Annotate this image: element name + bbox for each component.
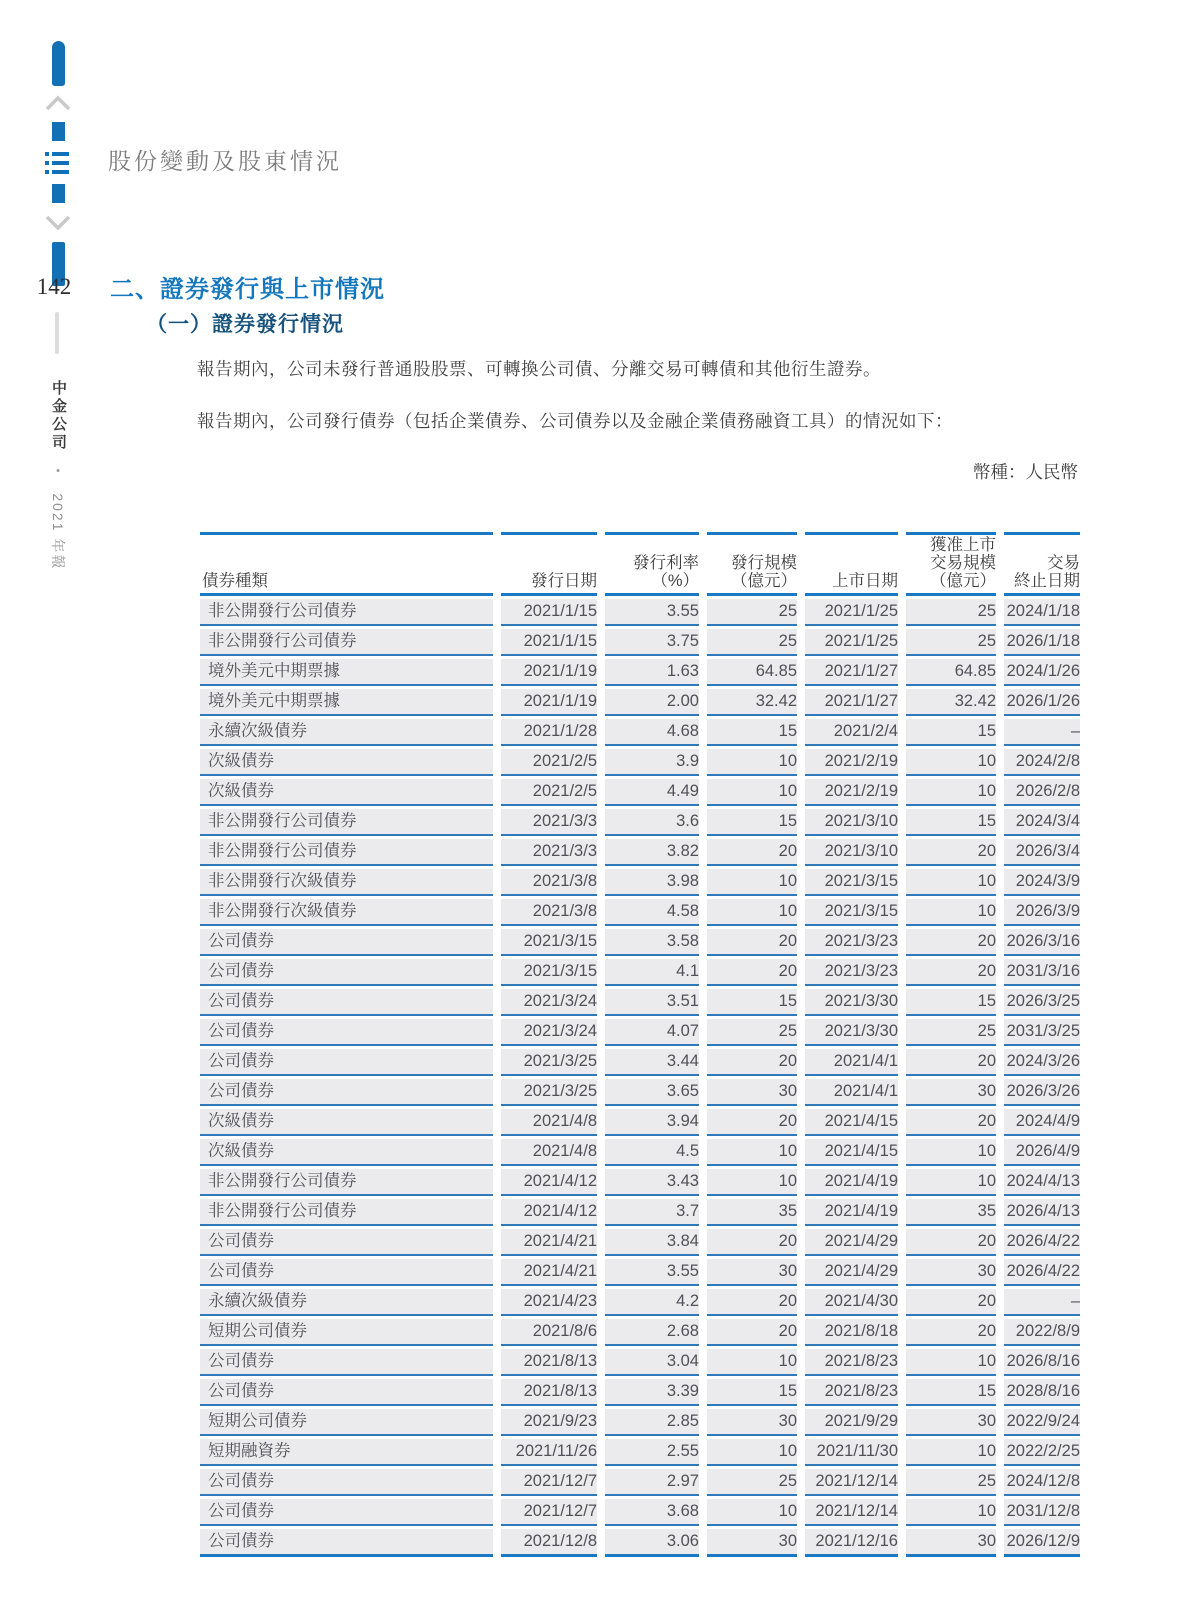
table-cell: 公司債券 [200, 959, 493, 986]
table-cell: 公司債券 [200, 1049, 493, 1076]
table-cell: 30 [707, 1259, 797, 1286]
table-cell: 2021/4/1 [805, 1049, 898, 1076]
table-cell: 10 [906, 1499, 996, 1526]
table-cell: 64.85 [707, 659, 797, 686]
table-cell: 2021/3/15 [805, 899, 898, 926]
table-cell: 2021/12/7 [501, 1469, 597, 1496]
table-cell: 2024/3/9 [1004, 869, 1080, 896]
table-cell: 非公開發行公司債券 [200, 1169, 493, 1196]
table-cell: 次級債券 [200, 749, 493, 776]
table-cell: 2031/3/25 [1004, 1019, 1080, 1046]
table-cell: 2021/4/19 [805, 1169, 898, 1196]
header-cell: 發行規模 （億元） [707, 532, 797, 596]
table-cell: 2021/3/25 [501, 1049, 597, 1076]
table-cell: 35 [906, 1199, 996, 1226]
table-cell: 境外美元中期票據 [200, 659, 493, 686]
chevron-up-icon [44, 93, 72, 113]
table-cell: 2022/2/25 [1004, 1439, 1080, 1466]
table-row [200, 1019, 1080, 1046]
table-cell: 2021/2/5 [501, 749, 597, 776]
table-cell: 25 [906, 629, 996, 656]
table-cell: 非公開發行公司債券 [200, 629, 493, 656]
table-cell: 2021/3/24 [501, 1019, 597, 1046]
table-cell: 2021/1/19 [501, 659, 597, 686]
table-cell: 3.44 [605, 1049, 699, 1076]
table-cell: 20 [906, 959, 996, 986]
table-cell: 25 [707, 1019, 797, 1046]
sidebar-square-bottom [52, 184, 65, 203]
table-cell: 2028/8/16 [1004, 1379, 1080, 1406]
table-cell: 2021/2/4 [805, 719, 898, 746]
table-cell: 2021/3/23 [805, 959, 898, 986]
table-cell: 短期融資券 [200, 1439, 493, 1466]
table-row [200, 1439, 1080, 1466]
table-row [200, 779, 1080, 806]
table-cell: 3.55 [605, 1259, 699, 1286]
table-cell: 20 [906, 1319, 996, 1346]
chevron-down-icon [44, 213, 72, 233]
table-cell: 3.82 [605, 839, 699, 866]
table-cell: 15 [906, 1379, 996, 1406]
table-cell: 10 [906, 779, 996, 806]
table-cell: 2026/3/26 [1004, 1079, 1080, 1106]
table-cell: 2021/1/27 [805, 689, 898, 716]
table-cell: 公司債券 [200, 1349, 493, 1376]
table-cell: 25 [906, 1019, 996, 1046]
table-cell: 10 [707, 869, 797, 896]
table-cell: 3.55 [605, 599, 699, 626]
table-cell: 2021/1/15 [501, 599, 597, 626]
table-cell: 2021/3/25 [501, 1079, 597, 1106]
table-cell: 2.97 [605, 1469, 699, 1496]
table-cell: 20 [707, 959, 797, 986]
table-cell: 20 [707, 1319, 797, 1346]
table-cell: 30 [707, 1079, 797, 1106]
table-cell: 2021/4/29 [805, 1259, 898, 1286]
table-cell: 2021/4/15 [805, 1139, 898, 1166]
table-cell: 2026/1/26 [1004, 689, 1080, 716]
table-cell: 2021/11/30 [805, 1439, 898, 1466]
table-cell: 2026/3/9 [1004, 899, 1080, 926]
table-cell: 2021/8/23 [805, 1379, 898, 1406]
table-cell: 15 [707, 809, 797, 836]
table-row [200, 1229, 1080, 1256]
table-row [200, 899, 1080, 926]
table-cell: 25 [707, 629, 797, 656]
table-cell: 10 [906, 1169, 996, 1196]
table-cell: 2021/4/23 [501, 1289, 597, 1316]
table-cell: 3.43 [605, 1169, 699, 1196]
table-cell: 2021/12/14 [805, 1469, 898, 1496]
table-cell: 20 [906, 1109, 996, 1136]
table-cell: 短期公司債券 [200, 1319, 493, 1346]
table-cell: 2021/3/15 [501, 929, 597, 956]
table-cell: 2021/4/8 [501, 1139, 597, 1166]
table-cell: 10 [906, 1349, 996, 1376]
bond-table-body [200, 599, 1080, 1557]
table-cell: 2021/3/3 [501, 839, 597, 866]
table-cell: 2021/4/15 [805, 1109, 898, 1136]
table-cell: 2021/3/8 [501, 869, 597, 896]
table-cell: 2021/8/6 [501, 1319, 597, 1346]
table-cell: – [1004, 719, 1080, 746]
table-cell: 3.68 [605, 1499, 699, 1526]
table-row [200, 1409, 1080, 1436]
table-cell: 25 [906, 1469, 996, 1496]
table-cell: 2021/12/14 [805, 1499, 898, 1526]
table-cell: 25 [906, 599, 996, 626]
table-cell: 2024/1/26 [1004, 659, 1080, 686]
table-row [200, 1379, 1080, 1406]
table-row [200, 1289, 1080, 1316]
table-cell: 2024/2/8 [1004, 749, 1080, 776]
table-cell: 3.65 [605, 1079, 699, 1106]
table-cell: 10 [707, 1439, 797, 1466]
table-row [200, 1349, 1080, 1376]
table-cell: 2021/3/3 [501, 809, 597, 836]
table-cell: 3.7 [605, 1199, 699, 1226]
table-cell: 2021/11/26 [501, 1439, 597, 1466]
table-cell: 3.51 [605, 989, 699, 1016]
table-cell: 公司債券 [200, 989, 493, 1016]
table-cell: 2021/8/23 [805, 1349, 898, 1376]
table-cell: 2021/1/25 [805, 599, 898, 626]
table-cell: 2026/3/16 [1004, 929, 1080, 956]
table-cell: 2021/4/8 [501, 1109, 597, 1136]
table-cell: 30 [707, 1409, 797, 1436]
table-cell: 公司債券 [200, 1079, 493, 1106]
table-cell: 20 [707, 1049, 797, 1076]
table-cell: 2021/9/29 [805, 1409, 898, 1436]
table-cell: 2021/1/15 [501, 629, 597, 656]
table-cell: 公司債券 [200, 929, 493, 956]
table-cell: 4.2 [605, 1289, 699, 1316]
table-cell: 3.84 [605, 1229, 699, 1256]
table-cell: 2021/4/12 [501, 1169, 597, 1196]
currency-note: 幣種：人民幣 [973, 462, 1078, 482]
spine-report-year: 2021 年報 [50, 493, 66, 571]
table-row [200, 809, 1080, 836]
table-cell: 1.63 [605, 659, 699, 686]
table-cell: 4.5 [605, 1139, 699, 1166]
table-cell: 30 [906, 1259, 996, 1286]
table-cell: 30 [906, 1529, 996, 1557]
table-cell: 10 [707, 779, 797, 806]
table-cell: 20 [906, 1289, 996, 1316]
table-row [200, 1199, 1080, 1226]
table-cell: 2021/1/25 [805, 629, 898, 656]
table-cell: 10 [906, 1439, 996, 1466]
table-cell: 2026/4/22 [1004, 1229, 1080, 1256]
table-cell: 35 [707, 1199, 797, 1226]
table-cell: 2021/12/7 [501, 1499, 597, 1526]
header-cell: 上市日期 [805, 532, 898, 596]
table-cell: 2024/3/26 [1004, 1049, 1080, 1076]
table-row [200, 629, 1080, 656]
table-cell: 3.75 [605, 629, 699, 656]
table-cell: 公司債券 [200, 1019, 493, 1046]
table-cell: 10 [707, 1349, 797, 1376]
header-row [200, 532, 1080, 596]
table-cell: 20 [906, 839, 996, 866]
header-cell: 發行利率 （%） [605, 532, 699, 596]
table-cell: 2021/3/8 [501, 899, 597, 926]
table-cell: 2026/3/4 [1004, 839, 1080, 866]
table-cell: 2.68 [605, 1319, 699, 1346]
table-cell: – [1004, 1289, 1080, 1316]
table-cell: 公司債券 [200, 1499, 493, 1526]
table-cell: 公司債券 [200, 1469, 493, 1496]
table-cell: 30 [707, 1529, 797, 1557]
table-cell: 非公開發行公司債券 [200, 1199, 493, 1226]
table-cell: 2021/3/15 [501, 959, 597, 986]
table-cell: 2026/2/8 [1004, 779, 1080, 806]
table-cell: 2026/4/13 [1004, 1199, 1080, 1226]
table-cell: 2021/3/10 [805, 809, 898, 836]
table-cell: 2022/9/24 [1004, 1409, 1080, 1436]
table-row [200, 749, 1080, 776]
table-cell: 2021/2/5 [501, 779, 597, 806]
table-cell: 2021/3/24 [501, 989, 597, 1016]
table-cell: 2021/4/12 [501, 1199, 597, 1226]
table-row [200, 1529, 1080, 1557]
table-cell: 25 [707, 1469, 797, 1496]
section-subtitle: （一）證券發行情況 [146, 313, 344, 336]
table-cell: 15 [707, 1379, 797, 1406]
table-cell: 2021/3/15 [805, 869, 898, 896]
bond-table-wrapper [192, 529, 1086, 1560]
table-cell: 20 [707, 1289, 797, 1316]
table-cell: 2021/8/13 [501, 1379, 597, 1406]
header-cell: 獲准上市 交易規模 （億元） [906, 532, 996, 596]
bond-issuance-table [192, 529, 1088, 1560]
spine-separator-dot: • [52, 465, 64, 481]
spine-company: 中金公司 [50, 380, 67, 452]
table-cell: 30 [906, 1409, 996, 1436]
table-cell: 2026/3/25 [1004, 989, 1080, 1016]
table-row [200, 1169, 1080, 1196]
table-cell: 20 [707, 1109, 797, 1136]
table-cell: 非公開發行公司債券 [200, 809, 493, 836]
table-cell: 3.39 [605, 1379, 699, 1406]
spine-text [45, 380, 71, 570]
table-cell: 2024/4/9 [1004, 1109, 1080, 1136]
table-cell: 3.06 [605, 1529, 699, 1557]
table-cell: 2021/1/28 [501, 719, 597, 746]
table-cell: 10 [707, 1139, 797, 1166]
header-cell: 交易 終止日期 [1004, 532, 1080, 596]
sidebar-top-pill [52, 41, 65, 86]
table-cell: 次級債券 [200, 1109, 493, 1136]
table-cell: 2026/12/9 [1004, 1529, 1080, 1557]
table-cell: 2021/3/30 [805, 1019, 898, 1046]
table-cell: 30 [906, 1079, 996, 1106]
table-cell: 15 [906, 719, 996, 746]
table-row [200, 1469, 1080, 1496]
table-cell: 2026/4/22 [1004, 1259, 1080, 1286]
table-cell: 4.58 [605, 899, 699, 926]
table-cell: 2021/1/19 [501, 689, 597, 716]
table-cell: 2026/1/18 [1004, 629, 1080, 656]
table-cell: 2024/3/4 [1004, 809, 1080, 836]
table-cell: 公司債券 [200, 1229, 493, 1256]
table-cell: 20 [707, 1229, 797, 1256]
table-cell: 2021/1/27 [805, 659, 898, 686]
table-cell: 2026/8/16 [1004, 1349, 1080, 1376]
table-row [200, 659, 1080, 686]
table-cell: 2021/3/30 [805, 989, 898, 1016]
table-row [200, 839, 1080, 866]
table-cell: 4.1 [605, 959, 699, 986]
table-cell: 32.42 [707, 689, 797, 716]
table-cell: 2021/4/19 [805, 1199, 898, 1226]
table-cell: 2024/4/13 [1004, 1169, 1080, 1196]
table-row [200, 1139, 1080, 1166]
table-row [200, 1259, 1080, 1286]
table-cell: 次級債券 [200, 779, 493, 806]
page-number-rule [55, 312, 59, 354]
table-cell: 25 [707, 599, 797, 626]
table-cell: 2.55 [605, 1439, 699, 1466]
table-cell: 32.42 [906, 689, 996, 716]
table-cell: 2021/8/18 [805, 1319, 898, 1346]
table-cell: 2022/8/9 [1004, 1319, 1080, 1346]
table-cell: 3.04 [605, 1349, 699, 1376]
table-cell: 2026/4/9 [1004, 1139, 1080, 1166]
table-cell: 2031/12/8 [1004, 1499, 1080, 1526]
table-cell: 3.58 [605, 929, 699, 956]
table-cell: 64.85 [906, 659, 996, 686]
table-row [200, 1319, 1080, 1346]
table-cell: 2021/2/19 [805, 749, 898, 776]
table-cell: 3.6 [605, 809, 699, 836]
table-cell: 15 [707, 989, 797, 1016]
table-cell: 2021/3/23 [805, 929, 898, 956]
table-cell: 2021/4/29 [805, 1229, 898, 1256]
header-cell: 債券種類 [200, 532, 493, 596]
chapter-header: 股份變動及股東情況 [108, 149, 342, 174]
table-row [200, 989, 1080, 1016]
table-cell: 2021/4/1 [805, 1079, 898, 1106]
paragraph-bond-intro: 報告期內，公司發行債券（包括企業債券、公司債券以及金融企業債務融資工具）的情況如下： [197, 411, 953, 431]
table-cell: 20 [906, 929, 996, 956]
table-cell: 非公開發行次級債券 [200, 869, 493, 896]
table-cell: 公司債券 [200, 1379, 493, 1406]
paragraph-no-issuance: 報告期內，公司未發行普通股股票、可轉換公司債、分離交易可轉債和其他衍生證券。 [197, 359, 881, 379]
table-cell: 3.98 [605, 869, 699, 896]
table-cell: 2021/4/21 [501, 1259, 597, 1286]
table-cell: 10 [906, 869, 996, 896]
table-cell: 次級債券 [200, 1139, 493, 1166]
table-cell: 20 [707, 839, 797, 866]
table-row [200, 1049, 1080, 1076]
table-cell: 4.49 [605, 779, 699, 806]
table-cell: 20 [906, 1049, 996, 1076]
table-cell: 10 [906, 749, 996, 776]
table-cell: 2021/8/13 [501, 1349, 597, 1376]
table-cell: 20 [707, 929, 797, 956]
header-cell: 發行日期 [501, 532, 597, 596]
table-cell: 2024/1/18 [1004, 599, 1080, 626]
table-cell: 4.07 [605, 1019, 699, 1046]
table-cell: 永續次級債券 [200, 1289, 493, 1316]
table-cell: 10 [906, 899, 996, 926]
page-number: 142 [36, 274, 72, 299]
list-menu-icon [45, 150, 69, 176]
table-row [200, 1499, 1080, 1526]
table-row [200, 689, 1080, 716]
table-cell: 2031/3/16 [1004, 959, 1080, 986]
table-cell: 2021/9/23 [501, 1409, 597, 1436]
table-cell: 3.9 [605, 749, 699, 776]
table-cell: 20 [906, 1229, 996, 1256]
table-cell: 10 [707, 749, 797, 776]
table-cell: 2021/4/21 [501, 1229, 597, 1256]
table-row [200, 1079, 1080, 1106]
section-title: 二、證券發行與上市情況 [110, 276, 385, 303]
table-row [200, 929, 1080, 956]
table-cell: 2021/2/19 [805, 779, 898, 806]
table-cell: 2.00 [605, 689, 699, 716]
bond-table-head [200, 532, 1080, 596]
table-cell: 2021/4/30 [805, 1289, 898, 1316]
table-row [200, 599, 1080, 626]
table-row [200, 719, 1080, 746]
table-row [200, 959, 1080, 986]
table-cell: 短期公司債券 [200, 1409, 493, 1436]
table-row [200, 869, 1080, 896]
table-row [200, 1109, 1080, 1136]
table-cell: 2.85 [605, 1409, 699, 1436]
table-cell: 境外美元中期票據 [200, 689, 493, 716]
table-cell: 永續次級債券 [200, 719, 493, 746]
sidebar-square-top [52, 122, 65, 141]
table-cell: 4.68 [605, 719, 699, 746]
table-cell: 非公開發行公司債券 [200, 599, 493, 626]
table-cell: 公司債券 [200, 1529, 493, 1557]
table-cell: 15 [707, 719, 797, 746]
table-cell: 10 [707, 1169, 797, 1196]
table-cell: 15 [906, 809, 996, 836]
table-cell: 10 [707, 1499, 797, 1526]
table-cell: 2024/12/8 [1004, 1469, 1080, 1496]
table-cell: 2021/12/16 [805, 1529, 898, 1557]
table-cell: 2021/12/8 [501, 1529, 597, 1557]
table-cell: 15 [906, 989, 996, 1016]
table-cell: 10 [906, 1139, 996, 1166]
table-cell: 2021/3/10 [805, 839, 898, 866]
table-cell: 非公開發行次級債券 [200, 899, 493, 926]
table-cell: 3.94 [605, 1109, 699, 1136]
table-cell: 非公開發行公司債券 [200, 839, 493, 866]
table-cell: 10 [707, 899, 797, 926]
table-cell: 公司債券 [200, 1259, 493, 1286]
